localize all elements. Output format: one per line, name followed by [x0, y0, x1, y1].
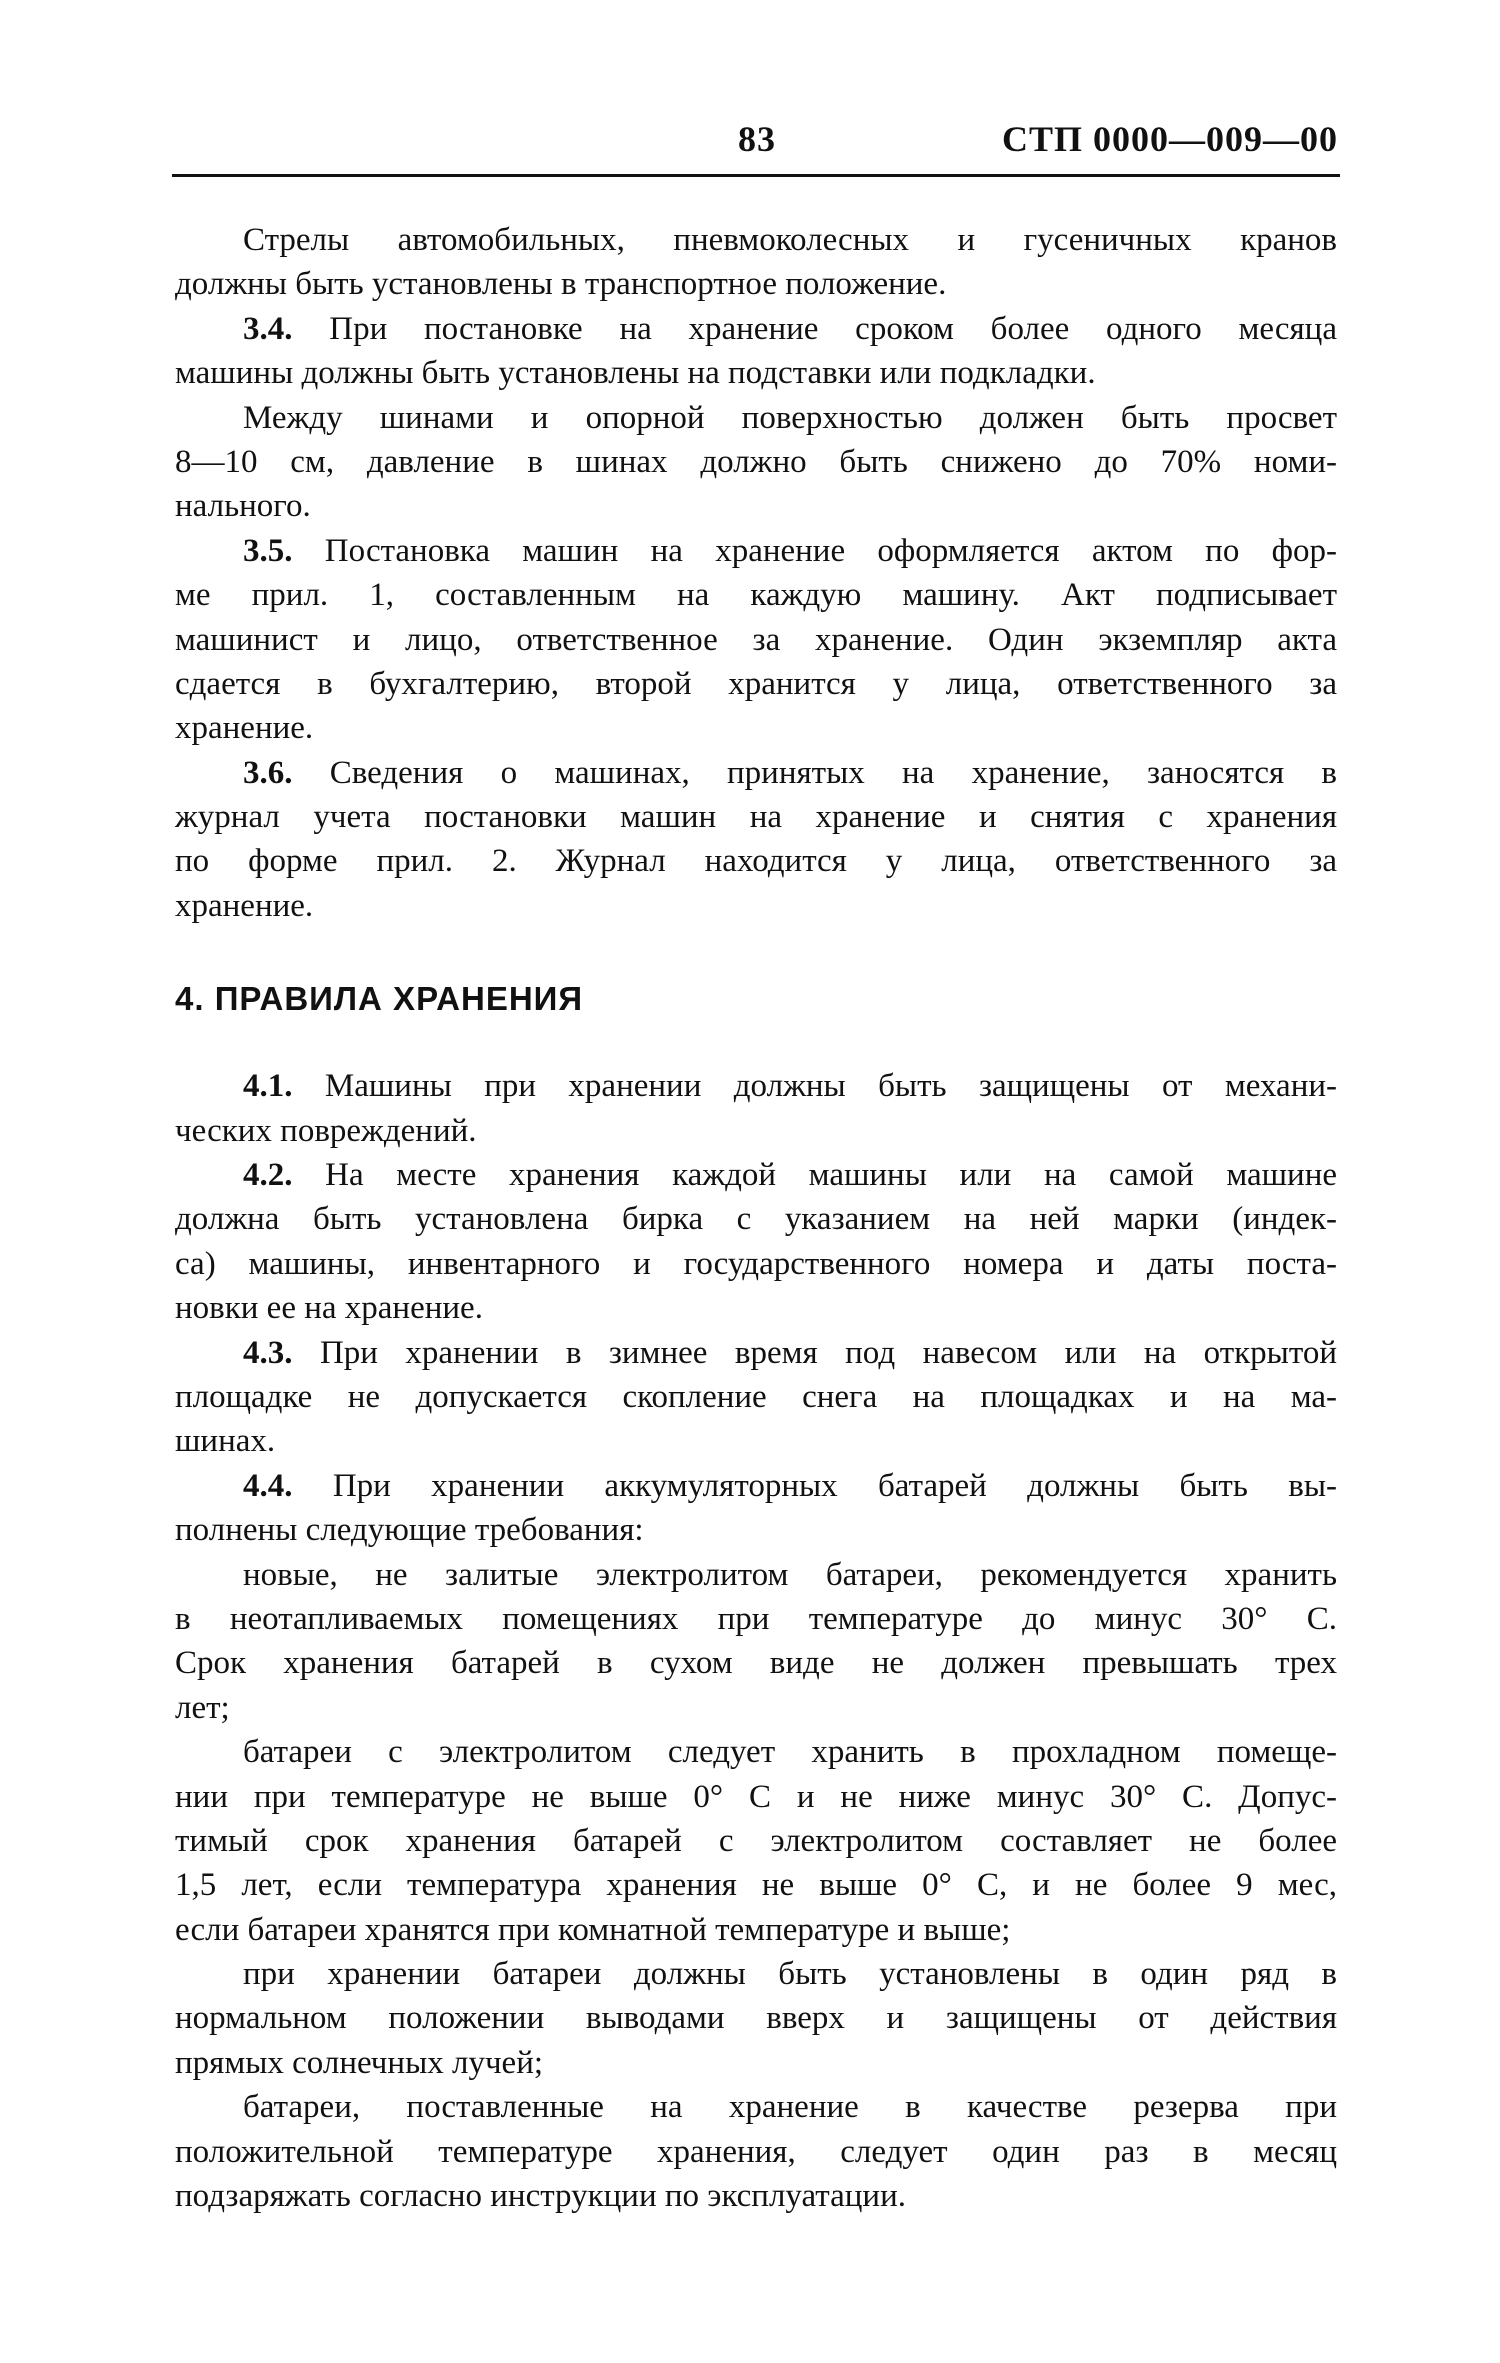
text-line: [175, 1775, 1337, 1819]
line-text: тимый срок хранения батарей с электролитом составляет не более: [175, 1822, 1337, 1859]
line-text: Между шинами и опорной поверхностью должен быть просвет: [243, 399, 1337, 436]
line-text: полнены следующие требования:: [175, 1512, 644, 1549]
text-line: [175, 573, 1337, 617]
line-text: На месте хранения каждой машины или на самой машине: [292, 1157, 1337, 1194]
line-text: При постановке на хранение сроком более одного месяца: [292, 310, 1337, 347]
clause-number: 3.6.: [243, 754, 293, 791]
line-text: по форме прил. 2. Журнал находится у лица, ответственного за: [175, 843, 1337, 880]
text-line: [175, 1863, 1337, 1907]
text-line: [175, 2130, 1337, 2174]
text-line: [175, 1641, 1337, 1685]
line-text: должны быть установлены в транспортное положение.: [175, 266, 947, 303]
line-text: Сведения о машинах, принятых на хранение, заносятся в: [292, 754, 1337, 791]
line-text: шинах.: [175, 1423, 276, 1460]
text-line: [175, 839, 1337, 883]
text-line: [175, 706, 1337, 750]
text-line: [175, 1996, 1337, 2040]
text-line: [175, 2085, 1337, 2129]
line-text: Срок хранения батарей в сухом виде не должен превышать трех: [175, 1645, 1337, 1682]
text-line: [175, 1197, 1337, 1241]
text-line: [175, 1508, 1337, 1552]
text-line: [175, 1331, 1337, 1375]
clause-number: 3.5.: [243, 532, 293, 569]
line-text: нального.: [175, 488, 311, 525]
line-text: Постановка машин на хранение оформляется актом по фор-: [292, 532, 1337, 569]
text-line: [175, 1286, 1337, 1330]
paragraph: [175, 2085, 1337, 2218]
clause-number: 4.2.: [243, 1157, 293, 1194]
line-text: ме прил. 1, составленным на каждую машину. Акт подписывает: [175, 577, 1337, 614]
line-text: хранение.: [175, 887, 314, 924]
paragraph: [175, 1064, 1337, 1153]
line-text: при хранении батареи должны быть установлены в один ряд в: [243, 1956, 1337, 1993]
text-line: [175, 751, 1337, 795]
clause-number: 4.4.: [243, 1467, 293, 1504]
paragraph: [175, 1730, 1337, 1952]
text-line: [175, 262, 1337, 306]
paragraph: [175, 1331, 1337, 1464]
text-line: [175, 307, 1337, 351]
text-line: [175, 1064, 1337, 1108]
text-line: [175, 1952, 1337, 1996]
line-text: нормальном положении выводами вверх и защищены от действия: [175, 2000, 1337, 2037]
line-text: Стрелы автомобильных, пневмоколесных и гусеничных кранов: [243, 222, 1337, 258]
text-line: [175, 884, 1337, 928]
line-text: батареи с электролитом следует хранить в прохладном помеще-: [243, 1734, 1337, 1771]
paragraph: [175, 751, 1337, 929]
text-line: [175, 662, 1337, 706]
text-line: [175, 1819, 1337, 1863]
paragraph: [175, 1464, 1337, 1553]
line-text: прямых солнечных лучей;: [175, 2044, 544, 2081]
line-text: При хранении аккумуляторных батарей должны быть вы-: [292, 1467, 1337, 1504]
paragraph: [175, 218, 1337, 307]
section-heading: 4. ПРАВИЛА ХРАНЕНИЯ: [175, 980, 584, 1018]
text-line: [175, 1419, 1337, 1463]
text-line: [175, 1908, 1337, 1952]
line-text: новые, не залитые электролитом батареи, рекомендуется хранить: [243, 1556, 1337, 1593]
section-3-paragraphs: [175, 218, 1337, 928]
clause-number: 4.1.: [243, 1068, 293, 1105]
text-line: [175, 218, 1337, 262]
text-line: [175, 1553, 1337, 1597]
text-line: [175, 2041, 1337, 2085]
text-line: [175, 795, 1337, 839]
document-code: СТП 0000—009—00: [1001, 119, 1338, 159]
section-4-paragraphs: [175, 1064, 1337, 2218]
paragraph: [175, 529, 1337, 751]
line-text: площадке не допускается скопление снега на площадках и на ма-: [175, 1378, 1337, 1415]
line-text: При хранении в зимнее время под навесом или на открытой: [292, 1334, 1337, 1371]
paragraph: [175, 1952, 1337, 2085]
line-text: должна быть установлена бирка с указанием на ней марки (индек-: [175, 1201, 1337, 1238]
line-text: журнал учета постановки машин на хранение и снятия с хранения: [175, 799, 1337, 836]
line-text: если батареи хранятся при комнатной температуре и выше;: [175, 1911, 1011, 1948]
line-text: са) машины, инвентарного и государственного номера и даты поста-: [175, 1245, 1337, 1282]
line-text: ческих повреждений.: [175, 1112, 477, 1149]
text-line: [175, 1464, 1337, 1508]
line-text: машинист и лицо, ответственное за хранение. Один экземпляр акта: [175, 621, 1337, 658]
line-text: нии при температуре не выше 0° С и не ниже минус 30° С. Допус-: [175, 1778, 1337, 1815]
paragraph: [175, 1553, 1337, 1731]
line-text: машины должны быть установлены на подставки или подкладки.: [175, 355, 1096, 392]
text-line: [175, 2174, 1337, 2218]
text-line: [175, 1153, 1337, 1197]
document-body: [175, 218, 1337, 2218]
text-line: [175, 1730, 1337, 1774]
text-line: [175, 1686, 1337, 1730]
header-rule: [172, 174, 1340, 177]
text-line: [175, 1597, 1337, 1641]
paragraph: [175, 307, 1337, 396]
line-text: положительной температуре хранения, следует один раз в месяц: [175, 2133, 1337, 2170]
line-text: Машины при хранении должны быть защищены от механи-: [292, 1068, 1337, 1105]
text-line: [175, 484, 1337, 528]
text-line: [175, 618, 1337, 662]
text-line: [175, 396, 1337, 440]
page-number: 83: [738, 119, 776, 159]
clause-number: 4.3.: [243, 1334, 293, 1371]
line-text: 1,5 лет, если температура хранения не выше 0° С, и не более 9 мес,: [175, 1867, 1337, 1904]
paragraph: [175, 396, 1337, 529]
text-line: [175, 1109, 1337, 1153]
line-text: 8—10 см, давление в шинах должно быть снижено до 70% номи-: [175, 443, 1337, 480]
line-text: в неотапливаемых помещениях при температуре до минус 30° С.: [175, 1600, 1337, 1637]
text-line: [175, 529, 1337, 573]
line-text: новки ее на хранение.: [175, 1290, 483, 1327]
clause-number: 3.4.: [243, 310, 293, 347]
text-line: [175, 351, 1337, 395]
line-text: хранение.: [175, 710, 314, 747]
text-line: [175, 440, 1337, 484]
line-text: сдается в бухгалтерию, второй хранится у лица, ответственного за: [175, 665, 1337, 702]
line-text: батареи, поставленные на хранение в качестве резерва при: [243, 2089, 1337, 2126]
text-line: [175, 1242, 1337, 1286]
line-text: подзаряжать согласно инструкции по эксплуатации.: [175, 2178, 906, 2215]
paragraph: [175, 1153, 1337, 1331]
line-text: лет;: [175, 1689, 230, 1726]
text-line: [175, 1375, 1337, 1419]
